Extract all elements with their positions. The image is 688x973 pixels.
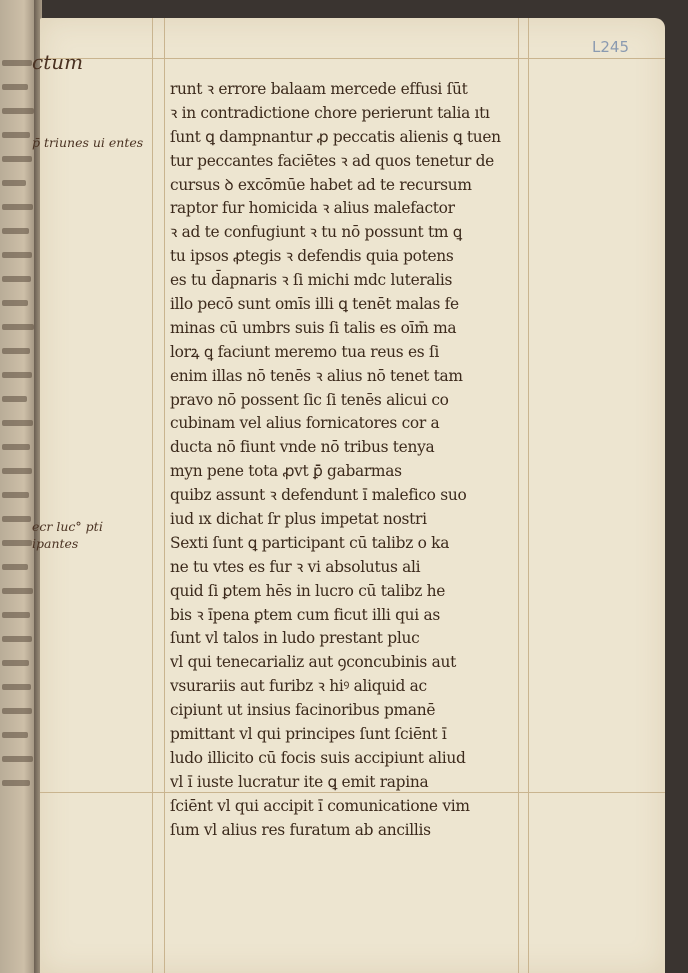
text-line: cursus ꝺ excōmūe habet ad te recursum — [170, 175, 472, 194]
text-line: ducta nō fiunt vnde nō tribus tenya — [170, 438, 435, 457]
main-text-column — [170, 78, 510, 843]
ruling-line — [518, 18, 519, 973]
text-line: vl qui tenecarializ aut ꝯconcubinis aut — [170, 653, 456, 672]
text-line: vl ı̄ iuste lucratur ite ꝗ emit rapina — [170, 772, 429, 791]
text-line: minas cū umbrs suis ſi talis es oīm̄ ma — [170, 318, 457, 337]
ruling-line — [152, 18, 153, 973]
marginal-note: p̄ triunes ui entes — [32, 135, 144, 150]
text-line: lorꝝ ꝗ faciunt meremo tua reus es ſi — [170, 342, 439, 361]
text-line: bis ꝛ ı̄pena ꝑtem cum ficut illi qui as — [170, 605, 440, 624]
text-line: quibz assunt ꝛ defendunt ı̄ malefico suo — [170, 486, 467, 505]
text-line: pmittant vl qui principes ſunt ſciēnt ı̄ — [170, 725, 447, 744]
text-line: tu ipsos ꝓtegis ꝛ defendis quia potens — [170, 247, 454, 266]
text-line: cipiunt ut insius facinoribus pmanē — [170, 701, 436, 720]
ruling-line — [40, 58, 665, 59]
text-line: cubinam vel alius fornicatores cor a — [170, 414, 440, 433]
text-line: tur peccantes faciētes ꝛ ad quos tenetur de — [170, 151, 494, 170]
text-line: raptor fur homicida ꝛ alius malefactor — [170, 199, 455, 218]
text-line: pravo nō possent ſic ſi tenēs alicui co — [170, 390, 449, 409]
text-line: ſum vl alius res furatum ab ancillis — [170, 820, 431, 839]
text-line: Sexti ſunt ꝗ participant cū talibz o ka — [170, 533, 450, 552]
text-line: ne tu vtes es fur ꝛ vi absolutus ali — [170, 557, 421, 576]
text-line: runt ꝛ errore balaam mercede effusi ſūt — [170, 80, 468, 98]
running-head: ctum — [32, 50, 84, 74]
text-line: enim illas nō tenēs ꝛ alius nō tenet tam — [170, 366, 463, 385]
manuscript-folio — [32, 18, 665, 973]
text-line: es tu d̄apnaris ꝛ ſi michi mdc luteralis — [170, 271, 453, 290]
text-line: ſciēnt vl qui accipit ı̄ comunicatione vim — [170, 796, 470, 815]
marginal-note: ecr luc° pti̇ ipantes — [32, 519, 103, 551]
text-line: myn pene tota ꝓvt ꝑ̄ gabarmas — [170, 462, 402, 481]
text-line: ꝛ ad te confugiunt ꝛ tu nō possunt tm ꝗ — [170, 223, 462, 242]
text-line: ſunt vl talos in ludo prestant pluc — [170, 629, 420, 648]
text-line: quid ſi ꝑtem hēs in lucro cū talibz he — [170, 581, 446, 600]
text-line: ꝛ in contradictione chore perierunt talia ıtı — [170, 103, 490, 122]
text-line: vsurariis aut furibz ꝛ hiꝰ aliquid ac — [170, 677, 427, 696]
ruling-line — [164, 18, 165, 973]
text-line: ſunt ꝗ dampnantur ꝓ peccatis alienis ꝗ tuen — [170, 127, 501, 146]
text-line: illo pecō sunt omīs illi ꝗ tenēt malas fe — [170, 295, 459, 314]
ruling-line — [528, 18, 529, 973]
folio-number: L245 — [592, 38, 629, 56]
text-line: iud ıx dichat ſr plus impetat nostri — [170, 510, 427, 529]
text-line: ludo illicito cū focis suis accipiunt aliud — [170, 748, 466, 767]
